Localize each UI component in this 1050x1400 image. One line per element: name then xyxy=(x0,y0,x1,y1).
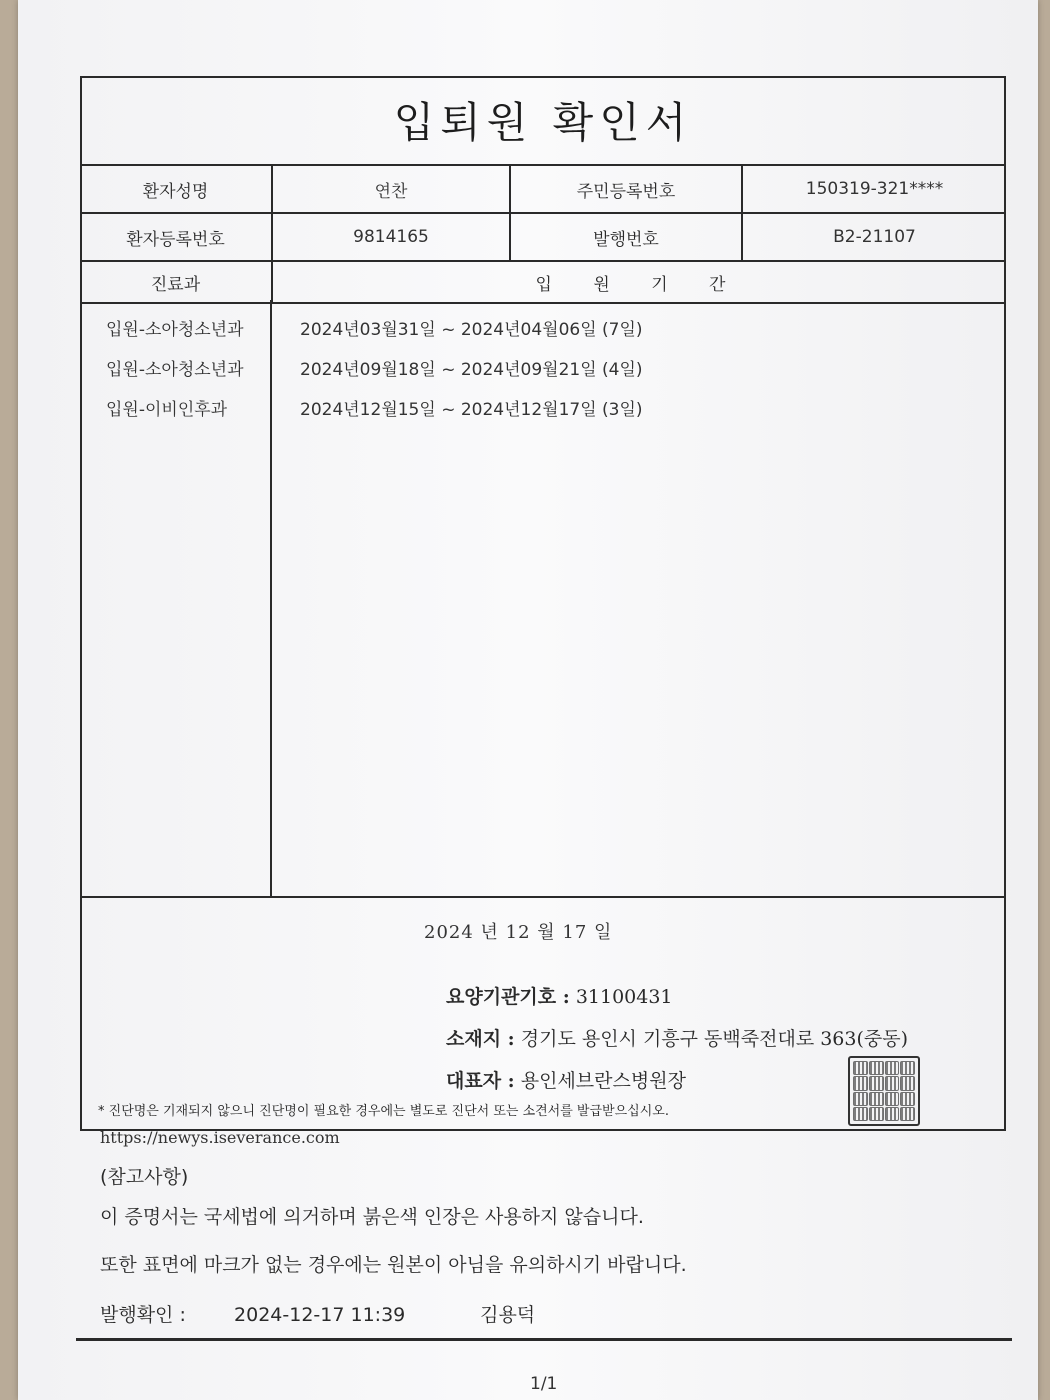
department-column xyxy=(106,310,244,430)
department-cell: 입원-소아청소년과 xyxy=(106,320,244,340)
department-header: 진료과 xyxy=(80,261,272,303)
reference-title: (참고사항) xyxy=(100,1166,189,1188)
diagnosis-note: * 진단명은 기재되지 않으니 진단명이 필요한 경우에는 별도로 진단서 또는 소견서를 발급받으십시오. xyxy=(98,1104,669,1119)
patient-reg-value: 9814165 xyxy=(272,213,510,261)
period-cell: 2024년03월31일 ~ 2024년04월06일 (7일) xyxy=(300,320,643,340)
admission-period-header: 입 원 기 간 xyxy=(272,261,1006,303)
period-column xyxy=(300,310,643,430)
issue-number-value: B2-21107 xyxy=(742,213,1006,261)
rrn-value: 150319-321**** xyxy=(742,166,1006,213)
column-divider xyxy=(270,300,272,896)
period-cell: 2024년12월15일 ~ 2024년12월17일 (3일) xyxy=(300,400,643,420)
hospital-seal xyxy=(848,1056,920,1126)
institution-code xyxy=(446,982,673,1009)
reference-line-1: 이 증명서는 국세법에 의거하며 붉은색 인장은 사용하지 않습니다. xyxy=(100,1206,644,1228)
rrn-label: 주민등록번호 xyxy=(510,166,742,213)
bottom-divider xyxy=(76,1338,1012,1341)
institution-code-label: 요양기관기호 : xyxy=(446,986,570,1008)
representative-value: 용인세브란스병원장 xyxy=(520,1070,686,1092)
issue-number-label: 발행번호 xyxy=(510,213,742,261)
institution-code-value: 31100431 xyxy=(575,986,673,1008)
reference-line-2: 또한 표면에 마크가 없는 경우에는 원본이 아님을 유의하시기 바랍니다. xyxy=(100,1254,687,1276)
issue-confirmation-label: 발행확인 : xyxy=(100,1304,186,1326)
department-cell: 입원-소아청소년과 xyxy=(106,360,244,380)
representative xyxy=(446,1066,686,1093)
address-value: 경기도 용인시 기흥구 동백죽전대로 363(중동) xyxy=(520,1028,909,1050)
issue-confirmation xyxy=(100,1300,535,1327)
patient-name-value: 연찬 xyxy=(272,166,510,213)
admission-list xyxy=(80,300,1006,898)
institution-address xyxy=(446,1024,908,1051)
issuer-name: 김용덕 xyxy=(480,1304,536,1326)
page-number: 1/1 xyxy=(530,1374,558,1394)
patient-name-label: 환자성명 xyxy=(80,166,272,213)
representative-label: 대표자 : xyxy=(446,1070,515,1092)
document-title: 입퇴원 확인서 xyxy=(80,76,1006,166)
issue-confirmation-datetime: 2024-12-17 11:39 xyxy=(234,1304,406,1326)
issue-date: 2024 년 12 월 17 일 xyxy=(424,922,613,943)
hospital-url: https://newys.iseverance.com xyxy=(100,1128,340,1147)
period-cell: 2024년09월18일 ~ 2024년09월21일 (4일) xyxy=(300,360,643,380)
patient-info-table xyxy=(80,166,1006,304)
department-cell: 입원-이비인후과 xyxy=(106,400,228,420)
patient-reg-label: 환자등록번호 xyxy=(80,213,272,261)
address-label: 소재지 : xyxy=(446,1028,515,1050)
